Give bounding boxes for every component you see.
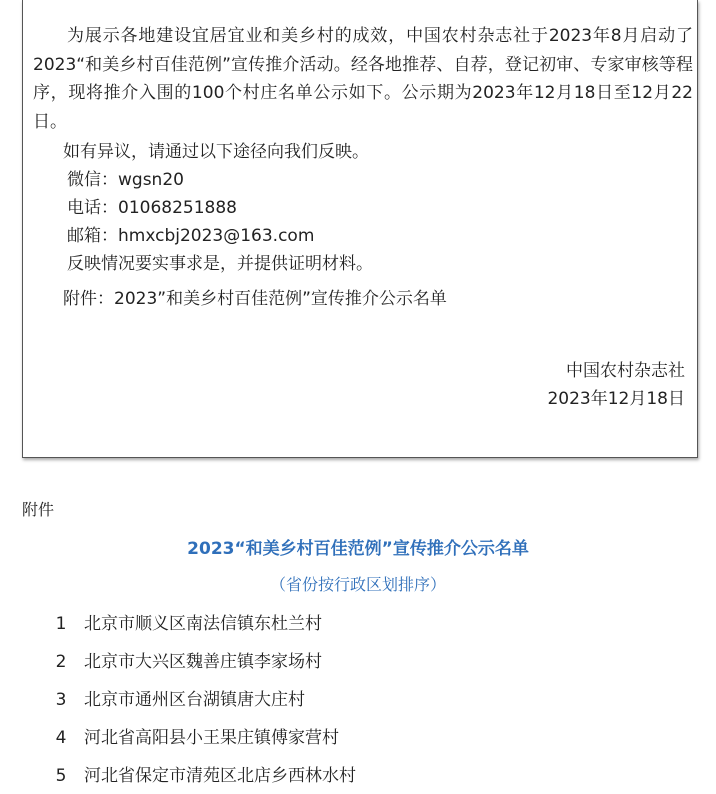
- requirement-text: 反映情况要实事求是，并提供证明材料。: [67, 254, 373, 274]
- list-item: [0, 762, 700, 790]
- village-name: 北京市顺义区南法信镇东杜兰村: [84, 614, 322, 634]
- notice-paragraph: 为展示各地建设宜居宜业和美乡村的成效，中国农村杂志社于2023年8月启动了2023“和美乡村百佳范例”宣传推介活动。经各地推荐、自荐，登记初审、专家审核等程序，现将推介入围的100个村庄名单公示如下。公示期为2023年12月18日至12月22日。: [33, 26, 693, 132]
- issuer-name: 中国农村杂志社: [566, 361, 685, 381]
- phone-contact: 电话：01068251888: [67, 198, 237, 218]
- issue-date: 2023年12月18日: [547, 389, 685, 409]
- item-number: 1: [55, 614, 67, 634]
- attachment-label: 附件: [22, 500, 55, 519]
- list-item: [0, 648, 700, 676]
- list-subtitle: （省份按行政区划排序）: [269, 575, 446, 594]
- list-item: [0, 686, 700, 714]
- wechat-contact: 微信：wgsn20: [67, 170, 184, 190]
- village-name: 北京市大兴区魏善庄镇李家场村: [84, 652, 322, 672]
- objection-text: 如有异议，请通过以下途径向我们反映。: [63, 142, 369, 162]
- list-title: 2023“和美乡村百佳范例”宣传推介公示名单: [187, 539, 529, 559]
- item-number: 5: [55, 766, 67, 786]
- village-name: 北京市通州区台湖镇唐大庄村: [84, 690, 305, 710]
- item-number: 4: [55, 728, 67, 748]
- item-number: 2: [55, 652, 67, 672]
- attachment-note: 附件：2023”和美乡村百佳范例”宣传推介公示名单: [63, 289, 447, 309]
- village-name: 河北省高阳县小王果庄镇傅家营村: [84, 728, 339, 748]
- notice-box: [22, 0, 698, 458]
- item-number: 3: [55, 690, 67, 710]
- village-name: 河北省保定市清苑区北店乡西林水村: [84, 766, 356, 786]
- list-item: [0, 610, 700, 638]
- email-contact: 邮箱：hmxcbj2023@163.com: [67, 226, 315, 246]
- list-item: [0, 724, 700, 752]
